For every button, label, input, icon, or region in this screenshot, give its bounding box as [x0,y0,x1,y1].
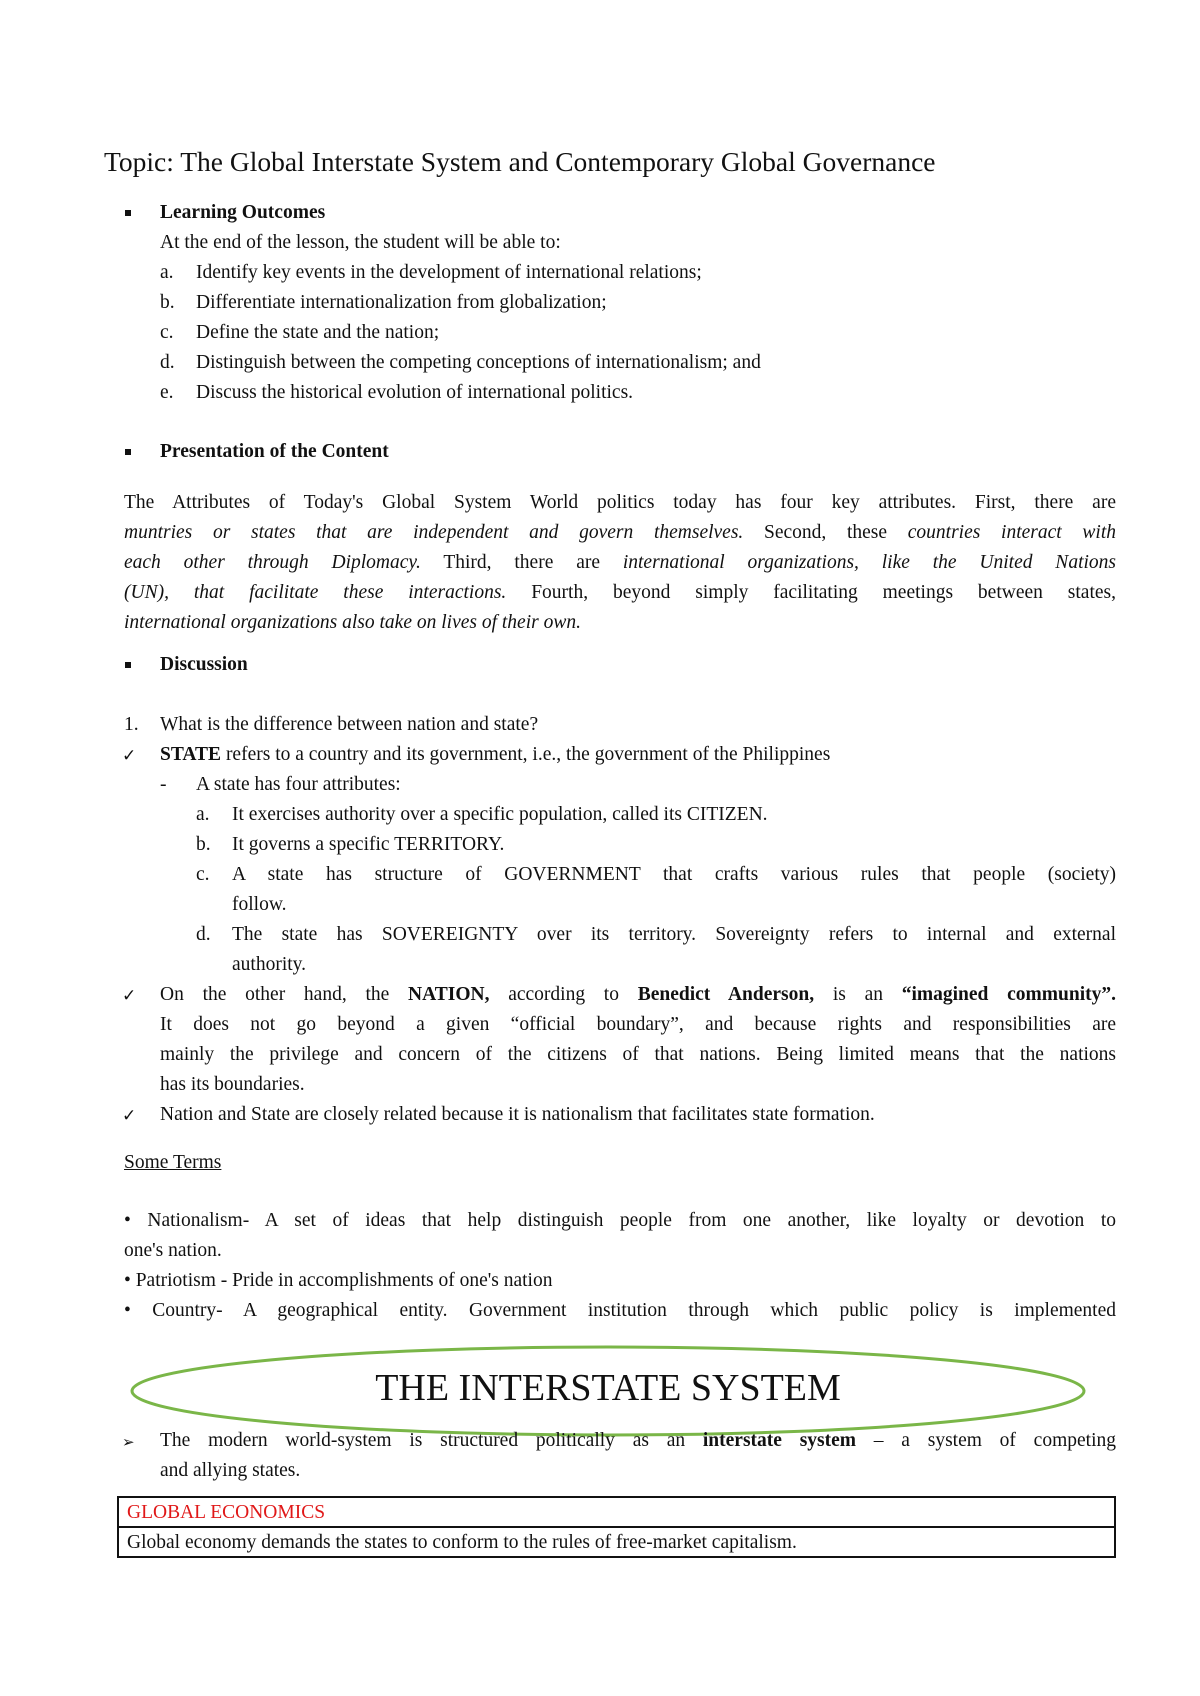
outcome-item: Discuss the historical evolution of international politics. [196,382,634,403]
term-nationalism-cont: one's nation. [124,1240,222,1261]
question-text: What is the difference between nation and state? [160,714,539,735]
outcome-item: Differentiate internationalization from globalization; [196,292,607,313]
outcome-item: Identify key events in the development of international relations; [196,262,702,283]
state-definition [160,744,830,766]
interstate-term: interstate system [702,1430,857,1451]
nation-line [160,984,1116,1006]
attribute-item-cont: authority. [232,954,307,975]
presentation-italic: (UN), that facilitate these interactions. [124,582,507,603]
term-nationalism: • Nationalism- A set of ideas that help distinguish people from one another, like loyalty or devotion to [124,1210,1116,1231]
outcome-letter: e. [160,382,174,403]
presentation-text: Fourth, beyond simply facilitating meetings between states, [506,582,1116,603]
imagined-community-term: “imagined community”. [901,984,1116,1005]
attribute-item-cont: follow. [232,894,287,915]
attribute-letter: b. [196,834,211,855]
presentation-text: The Attributes of Today's Global System World politics today has four key attributes. First, there are [124,492,1116,513]
nation-text: is an [814,984,902,1005]
presentation-italic: countries interact with [907,522,1116,543]
attributes-intro: A state has four attributes: [196,774,401,795]
presentation-italic: each other through Diplomacy. [124,552,421,573]
square-bullet-icon [125,449,131,455]
attribute-item: It exercises authority over a specific population, called its CITIZEN. [232,804,768,825]
dash-bullet: - [160,774,167,795]
nation-term: NATION, [408,984,490,1005]
attribute-letter: c. [196,864,210,885]
outcome-letter: c. [160,322,174,343]
interstate-line: and allying states. [160,1460,301,1481]
square-bullet-icon [125,662,131,668]
state-definition-text: refers to a country and its government, i.e., the government of the Philippines [221,744,831,765]
presentation-line [124,522,1116,544]
interstate-text: – a system of competing [856,1430,1116,1451]
table-row [118,1527,1115,1557]
presentation-line [124,492,1116,514]
interstate-line [160,1430,1116,1452]
table-header-cell: GLOBAL ECONOMICS [118,1497,1115,1527]
presentation-italic: international organizations, like the United Nations [622,552,1116,573]
outcome-item: Define the state and the nation; [196,322,440,343]
check-icon: ✓ [122,986,137,1006]
discussion-heading: Discussion [160,654,248,675]
table-cell: Global economy demands the states to conform to the rules of free-market capitalism. [118,1527,1115,1557]
some-terms-heading: Some Terms [124,1152,222,1173]
page-title: Topic: The Global Interstate System and Contemporary Global Governance [104,146,936,177]
presentation-text: Second, these [743,522,908,543]
learning-outcomes-heading: Learning Outcomes [160,202,326,223]
outcome-letter: d. [160,352,175,373]
attribute-item: The state has SOVEREIGNTY over its territory. Sovereignty refers to internal and external [232,924,1116,945]
outcome-letter: b. [160,292,175,313]
attribute-letter: d. [196,924,211,945]
term-country: • Country- A geographical entity. Government institution through which public policy is implemented [124,1300,1116,1321]
nation-text: according to [489,984,638,1005]
outcome-item: Distinguish between the competing conceptions of internationalism; and [196,352,761,373]
state-term: STATE [160,744,222,765]
check-icon: ✓ [122,1106,137,1126]
banner-title: THE INTERSTATE SYSTEM [375,1367,841,1409]
square-bullet-icon [125,210,131,216]
presentation-line [124,552,1116,574]
nation-state-relation: Nation and State are closely related because it is nationalism that facilitates state formation. [160,1104,875,1125]
check-icon: ✓ [122,746,137,766]
attribute-item: A state has structure of GOVERNMENT that crafts various rules that people (society) [232,864,1116,885]
global-economics-table [117,1496,1116,1558]
interstate-banner [128,1342,1088,1440]
nation-line: has its boundaries. [160,1074,305,1095]
term-patriotism: • Patriotism - Pride in accomplishments of one's nation [124,1270,553,1291]
nation-line: mainly the privilege and concern of the citizens of that nations. Being limited means that the nations [160,1044,1116,1065]
nation-text: On the other hand, the [160,984,409,1005]
interstate-text: The modern world-system is structured politically as an [160,1430,703,1451]
presentation-italic: international organizations also take on lives of their own. [124,612,581,633]
nation-line: It does not go beyond a given “official boundary”, and because rights and responsibilities are [160,1014,1116,1035]
learning-outcomes-intro: At the end of the lesson, the student will be able to: [160,232,561,253]
presentation-heading: Presentation of the Content [160,441,389,462]
presentation-italic: muntries or states that are independent and govern themselves. [124,522,744,543]
presentation-text: Third, there are [420,552,623,573]
table-row [118,1497,1115,1527]
presentation-line [124,582,1116,604]
arrow-bullet-icon: ➢ [122,1433,135,1451]
attribute-letter: a. [196,804,210,825]
attribute-item: It governs a specific TERRITORY. [232,834,505,855]
question-number: 1. [124,714,139,735]
outcome-letter: a. [160,262,174,283]
author-name: Benedict Anderson, [637,984,815,1005]
